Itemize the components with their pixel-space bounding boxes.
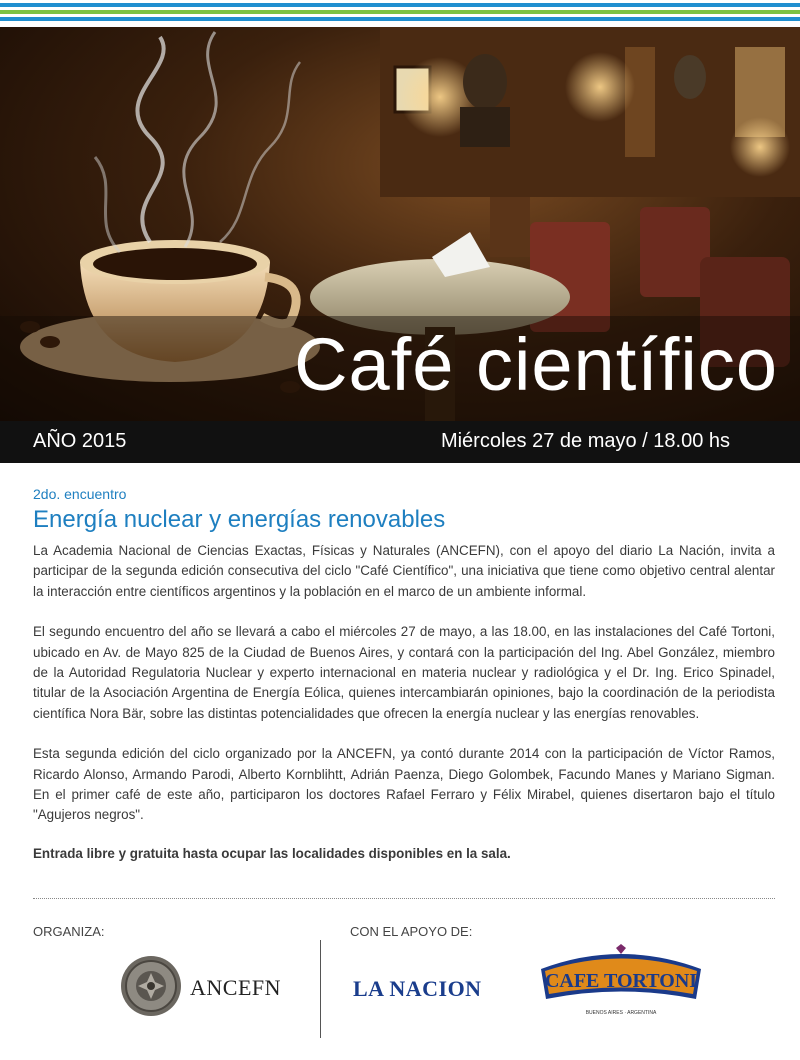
stripe-blue-bottom (0, 17, 800, 21)
tortoni-logo-subtext: BUENOS AIRES · ARGENTINA (585, 1010, 657, 1016)
footer-divider (320, 940, 321, 1038)
date-bar (0, 421, 800, 463)
tortoni-logo-text: CAFE TORTONI (544, 970, 698, 992)
top-stripes (0, 0, 800, 26)
cafe-tortoni-logo (536, 944, 706, 1018)
headline: Energía nuclear y energías renovables (33, 506, 446, 533)
page-title: Café científico (294, 323, 778, 406)
entrance-note: Entrada libre y gratuita hasta ocupar las localidades disponibles en la sala. (33, 845, 511, 861)
stripe-blue-top (0, 3, 800, 7)
year-label: AÑO 2015 (33, 430, 127, 452)
hero-image (0, 27, 800, 421)
paragraph-details: El segundo encuentro del año se llevará a cabo el miércoles 27 de mayo, a las 18.00, en las instalaciones del Café Tortoni, ubicado en Av. de Mayo 825 de la Ciudad de Buenos Aires, y contará con la participación del Ing. Abel González, miembro de la Autoridad Regulatoria Nuclear y experto internacional en materia nuclear y radiológica y el Dr. Ing. Erico Spinadel, titular de la Asociación Argentina de Energía Eólica, quienes intercambiarán opiniones, bajo la coordinación de la periodista científica Nora Bär, sobre las distintas potencialidades que ofrecen la energía nuclear y las energías renovables. (33, 624, 775, 721)
stripe-green (0, 10, 800, 14)
la-nacion-logo: LA NACION (353, 976, 482, 1001)
paragraph-history: Esta segunda edición del ciclo organizado por la ANCEFN, ya contó durante 2014 con la participación de Víctor Ramos, Ricardo Alonso, Armando Parodi, Alberto Kornblihtt, Adrián Paenza, Diego Golombek, Facundo Manes y Mariano Sigman. En el primer café de este año, participaron los doctores Rafael Ferraro y Félix Mirabel, quienes disertaron bajo el título "Agujeros negros". (33, 746, 775, 823)
organiza-label: ORGANIZA: (33, 924, 105, 939)
event-date: Miércoles 27 de mayo / 18.00 hs (440, 430, 730, 452)
article (33, 486, 775, 861)
dotted-divider (33, 898, 775, 899)
ancefn-logo-text: ANCEFN (190, 975, 282, 1000)
apoyo-label: CON EL APOYO DE: (350, 924, 473, 939)
kicker: 2do. encuentro (33, 486, 127, 502)
paragraph-intro: La Academia Nacional de Ciencias Exactas, Físicas y Naturales (ANCEFN), con el apoyo del diario La Nación, invita a participar de la segunda edición consecutiva del ciclo "Café Científico", una iniciativa que tiene como objetivo central alentar la interacción entre científicos argentinos y la población en el marco de un ambiente informal. (33, 543, 775, 599)
ancefn-seal-icon (120, 955, 182, 1017)
